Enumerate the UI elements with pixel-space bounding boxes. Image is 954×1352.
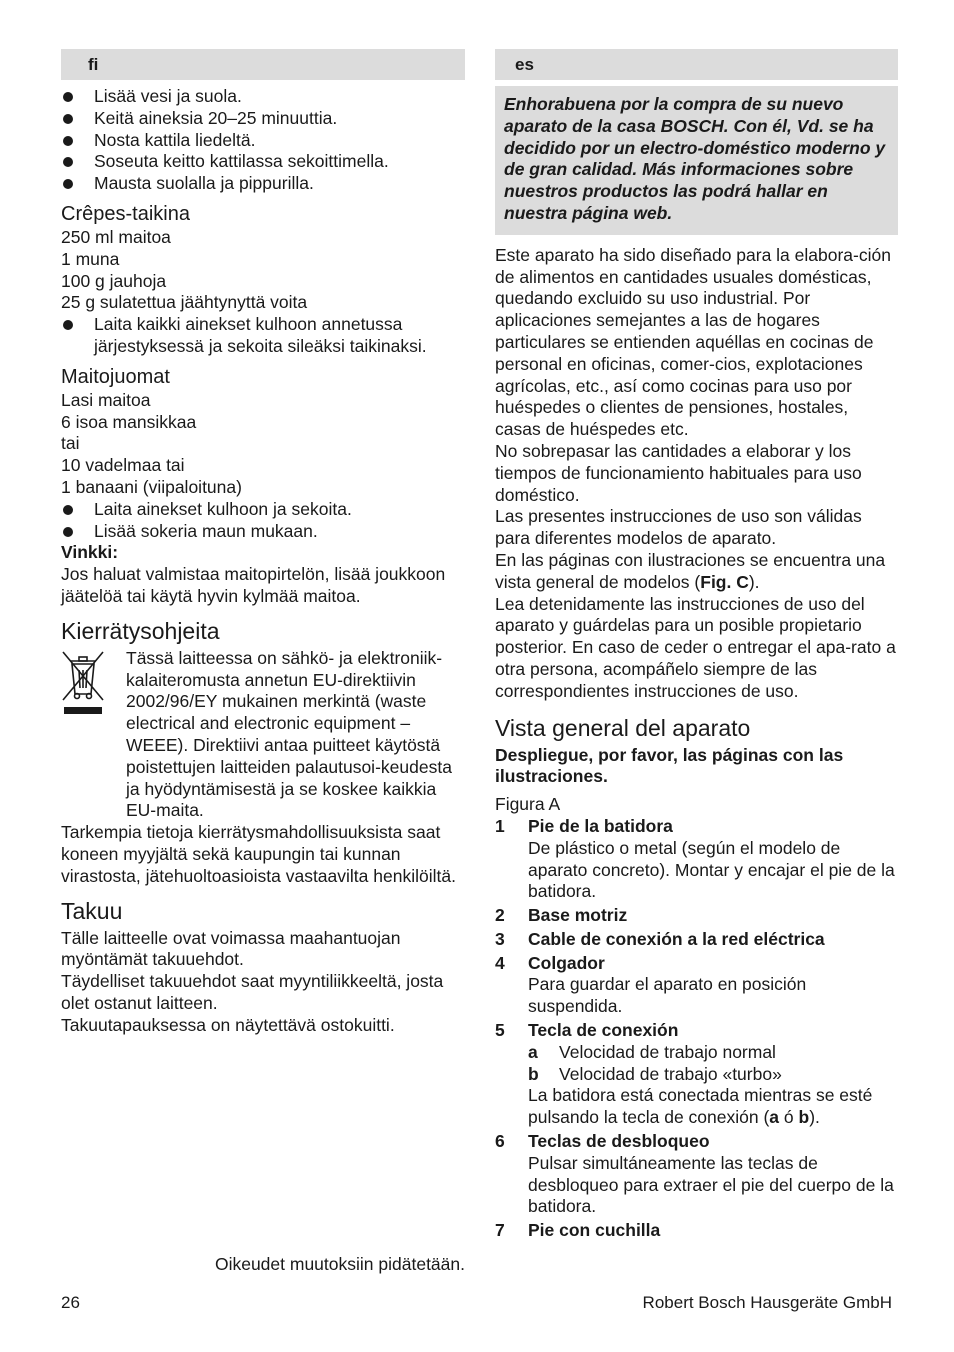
item-label: Cable de conexión a la red eléctrica	[528, 928, 825, 949]
figure-label: Figura A	[495, 794, 561, 815]
text: La batidora está conectada mientras se esté pulsando la tecla de conexión (	[528, 1085, 873, 1128]
sub-item-a	[495, 1042, 898, 1064]
body-paragraph: Las presentes instrucciones de uso son válidas para diferentes modelos de aparato.	[495, 506, 862, 549]
list-item: Keitä aineksia 20–25 minuuttia.	[61, 108, 465, 130]
item-number: 3	[495, 928, 505, 949]
item-body	[528, 953, 898, 1018]
sub-item-b	[495, 1064, 898, 1086]
parts-list-item	[495, 929, 898, 951]
list-item: Lisää vesi ja suola.	[61, 86, 465, 108]
crepes-steps-list	[61, 314, 465, 358]
page-number: 26	[61, 1293, 80, 1312]
text: En las páginas con ilustraciones se encuentra una vista general de modelos (	[495, 549, 886, 592]
rights-reserved-note: Oikeudet muutoksiin pidätetään.	[214, 1254, 465, 1275]
ingredient-line: 25 g sulatettua jäähtynyttä voita	[61, 292, 308, 313]
list-item: Nosta kattila liedeltä.	[61, 130, 465, 152]
list-item: Laita kaikki ainekset kulhoon annetussa järjestyksessä ja sekoita sileäksi taikinaksi.	[61, 314, 465, 358]
text: a	[769, 1107, 780, 1128]
item-note	[495, 1085, 898, 1129]
item-label: Pie de la batidora	[528, 815, 673, 836]
item-body	[528, 816, 898, 903]
item-number: 1	[495, 815, 505, 836]
recycling-heading: Kierrätysohjeita	[61, 617, 220, 644]
item-label: Colgador	[528, 952, 605, 973]
ingredient-line: Lasi maitoa	[61, 389, 151, 410]
sub-letter: a	[528, 1041, 538, 1062]
tip-label: Vinkki:	[61, 542, 119, 563]
text: ó	[779, 1107, 799, 1128]
list-item: Laita ainekset kulhoon ja sekoita.	[61, 499, 465, 521]
tip-text: Jos haluat valmistaa maitopirtelön, lisää joukkoon jäätelöä tai käytä hyvin kylmää maitoa.	[61, 564, 446, 606]
item-description: Para guardar el aparato en posición suspendida.	[528, 974, 807, 1017]
item-body	[528, 1131, 898, 1218]
body-paragraph: Lea detenidamente las instrucciones de uso del aparato y guárdelas para un posible propietario posterior. En caso de ceder o entregar el apa-rato a otra persona, acompáñelo siempre de las correspondientes instrucciones de uso.	[495, 593, 896, 701]
ingredient-line: 1 muna	[61, 248, 120, 269]
warranty-text: Takuutapauksessa on näytettävä ostokuitti.	[61, 1014, 395, 1035]
intro-box: Enhorabuena por la compra de su nuevo aparato de la casa BOSCH. Con él, Vd. se ha decidido por un electro-doméstico moderno y de gran calidad. Más informaciones sobre nuestros productos las podrá hallar en nuestra página web.	[495, 86, 898, 235]
weee-text: Tässä laitteessa on sähkö- ja elektroniik-kalaiteromusta annetun EU-direktiivin 2002/96/EY mukainen merkintä (waste electrical and electronic equipment – WEEE). Direktiivi antaa puitteet käytöstä poistettujen laitteiden palautusoi-keudesta ja hyödyntämisestä ja se koskee kaikkia EU-maita.	[126, 647, 452, 821]
overview-subheading: Despliegue, por favor, las páginas con las ilustraciones.	[495, 744, 844, 787]
body-paragraph: Este aparato ha sido diseñado para la elabora-ción de alimentos en cantidades usuales domésticas, quedando excluido su uso industrial. Por aplicaciones semejantes a las de hogares particulares se entienden aquéllas en cocinas de personal en oficinas, comer-cios, explotaciones agrícolas, etc., así como cocinas para uso por huéspedes o clientes de pensiones, hostales, casas de huéspedes etc.	[495, 244, 891, 440]
recycling-text: Tarkempia tietoja kierrätysmahdollisuuksista saat koneen myyjältä sekä kaupungin tai kunnan virastosta, jätehuoltoasioista vastaavilta henkilöiltä.	[61, 822, 456, 886]
figure-ref: Fig. C	[700, 571, 749, 592]
parts-list-item	[495, 1020, 898, 1042]
overview-heading: Vista general del aparato	[495, 714, 751, 741]
parts-list-item	[495, 1131, 898, 1218]
left-column-fi	[61, 49, 465, 1276]
warranty-text: Tälle laitteelle ovat voimassa maahantuojan myöntämät takuuehdot.	[61, 927, 401, 970]
body-paragraph: No sobrepasar las cantidades a elaborar y los tiempos de funcionamiento habituales para uso doméstico.	[495, 440, 862, 505]
ingredient-line: 10 vadelmaa tai	[61, 455, 185, 476]
item-label: Tecla de conexión	[528, 1020, 679, 1041]
list-item: Soseuta keitto kattilassa sekoittimella.	[61, 151, 465, 173]
item-number: 6	[495, 1131, 505, 1152]
weee-block	[61, 648, 465, 822]
item-label: Teclas de desbloqueo	[528, 1131, 710, 1152]
soup-steps-list	[61, 86, 465, 195]
sub-text: Velocidad de trabajo «turbo»	[559, 1063, 782, 1084]
warranty-text: Täydelliset takuuehdot saat myyntiliikkeeltä, josta olet ostanut laitteen.	[61, 971, 444, 1013]
ingredient-line: 1 banaani (viipaloituna)	[61, 476, 242, 497]
crepes-heading: Crêpes-taikina	[61, 202, 190, 225]
parts-list-item	[495, 953, 898, 1018]
sub-letter: b	[528, 1063, 539, 1084]
parts-list-item	[495, 816, 898, 903]
item-number: 2	[495, 905, 505, 926]
item-number: 5	[495, 1020, 505, 1041]
milk-drinks-heading: Maitojuomat	[61, 365, 170, 388]
sub-text: Velocidad de trabajo normal	[559, 1041, 776, 1062]
ingredient-line: 250 ml maitoa	[61, 226, 171, 247]
milk-steps-list	[61, 499, 465, 543]
ingredient-line: 100 g jauhoja	[61, 270, 167, 291]
item-number: 4	[495, 952, 505, 973]
item-label: Pie con cuchilla	[528, 1220, 661, 1241]
text: ).	[748, 571, 760, 592]
list-item: Mausta suolalla ja pippurilla.	[61, 173, 465, 195]
text: ).	[809, 1107, 820, 1128]
text: b	[798, 1107, 810, 1128]
item-description: Pulsar simultáneamente las teclas de desbloqueo para extraer el pie del cuerpo de la batidora.	[528, 1152, 894, 1217]
body-paragraph	[495, 550, 898, 594]
item-number: 7	[495, 1220, 505, 1241]
crossed-bin-icon	[61, 648, 126, 822]
item-label: Base motriz	[528, 905, 628, 926]
right-column-es	[495, 49, 898, 1242]
parts-list-item	[495, 905, 898, 927]
ingredient-line: 6 isoa mansikkaa	[61, 411, 197, 432]
parts-list-item	[495, 1220, 898, 1242]
ingredient-line: tai	[61, 433, 80, 454]
company-name: Robert Bosch Hausgeräte GmbH	[642, 1293, 892, 1312]
language-header-es: es	[495, 49, 898, 80]
item-description: De plástico o metal (según el modelo de aparato concreto). Montar y encajar el pie de la batidora.	[528, 837, 895, 902]
warranty-heading: Takuu	[61, 897, 123, 924]
language-header-fi: fi	[61, 49, 465, 80]
list-item: Lisää sokeria maun mukaan.	[61, 521, 465, 543]
